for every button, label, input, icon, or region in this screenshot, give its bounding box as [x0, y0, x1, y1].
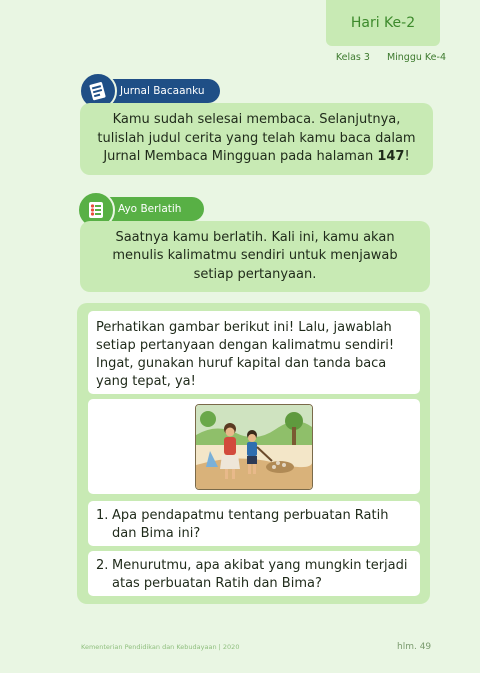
journal-title: Jurnal Bacaanku — [120, 85, 205, 97]
journal-text-end: ! — [404, 149, 410, 165]
footer-publisher: Kementerian Pendidikan dan Kebudayaan | 2020 — [81, 643, 240, 651]
question-item — [88, 501, 420, 546]
week-label: Minggu Ke-4 — [386, 52, 446, 63]
class-label: Kelas 3 — [335, 52, 370, 63]
question-text: Apa pendapatmu tentang perbuatan Ratih dan Bima ini? — [112, 508, 389, 541]
practice-title: Ayo Berlatih — [118, 203, 182, 215]
question-text: Menurutmu, apa akibat yang mungkin terjadi atas perbuatan Ratih dan Bima? — [112, 558, 408, 591]
question-number: 2. — [96, 558, 109, 573]
practice-instruction — [80, 221, 430, 292]
page-number: hlm. 49 — [397, 642, 432, 652]
day-tab — [326, 0, 440, 46]
exercise-instruction — [88, 311, 420, 394]
illustration — [195, 404, 313, 490]
journal-text: Kamu sudah selesai membaca. Selanjutnya, tulislah judul cerita yang telah kamu baca dalam Jurnal Membaca Mingguan pada halaman — [97, 112, 416, 165]
question-number: 1. — [96, 508, 109, 523]
illustration-card — [88, 399, 420, 494]
class-week-info — [336, 52, 446, 63]
journal-page-number: 147 — [377, 149, 405, 165]
exercise-instruction-text: Perhatikan gambar berikut ini! Lalu, jawablah setiap pertanyaan dengan kalimatmu sendiri! Ingat, gunakan huruf kapital dan tanda baca yang tepat, ya! — [96, 320, 395, 389]
day-label: Hari Ke-2 — [350, 15, 416, 31]
journal-instruction — [80, 103, 433, 175]
practice-text: Saatnya kamu berlatih. Kali ini, kamu akan menulis kalimatmu sendiri untuk menjawab setiap pertanyaan. — [112, 229, 398, 282]
question-item — [88, 551, 420, 596]
